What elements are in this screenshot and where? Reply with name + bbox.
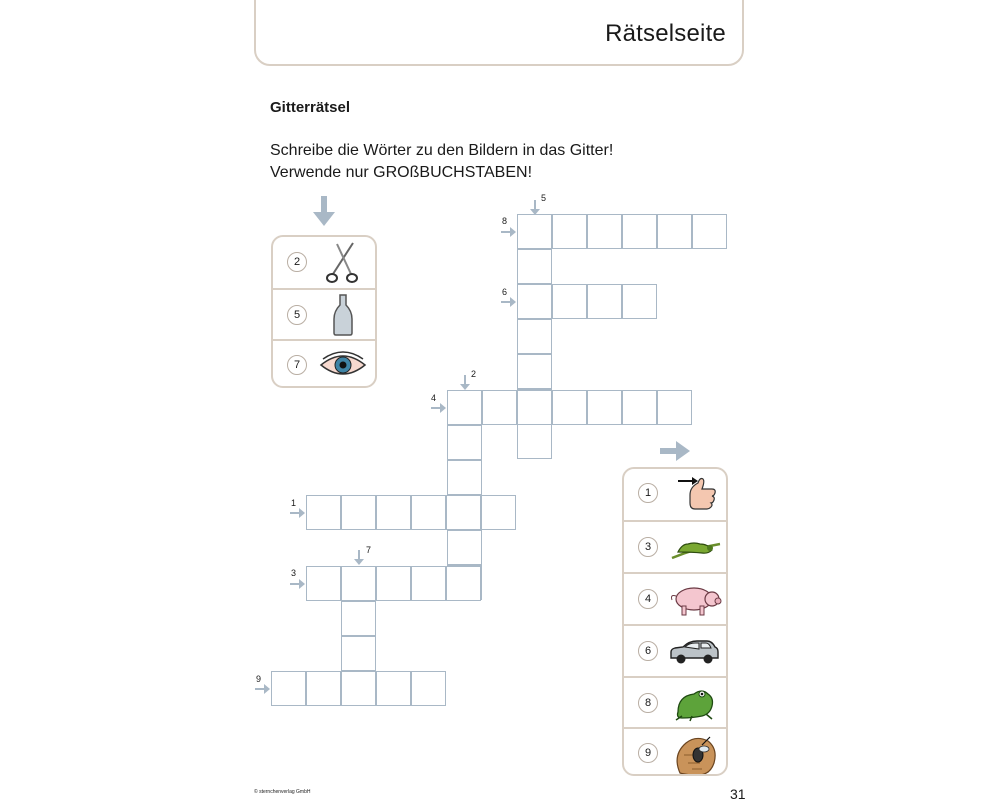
crossword-cell[interactable] [446,495,481,530]
clue-row-4 [624,572,726,624]
scissors-icon [323,240,363,284]
clue-row-3 [624,520,726,572]
crossword-cell[interactable] [481,495,516,530]
pig-icon [668,582,722,618]
crossword-cell[interactable] [447,390,482,425]
clue-row-8 [624,676,726,727]
crossword-cell[interactable] [587,284,622,319]
clue-circle: 1 [638,483,658,503]
arrow-right-icon [290,507,306,519]
clue-number-8: 8 [502,216,508,226]
big-arrow-down-icon [313,196,335,228]
frog-icon [672,686,718,722]
big-arrow-right-icon [660,441,692,461]
instruction-line-1: Schreibe die Wörter zu den Bildern in das Gitter! [270,142,614,159]
crossword-cell[interactable] [517,390,552,425]
down-clues-panel [271,235,377,388]
crossword-cell[interactable] [341,601,376,636]
car-icon [668,638,720,666]
crossword-cell[interactable] [306,671,341,706]
clue-row-2 [273,237,375,288]
across-clues-panel [622,467,728,776]
crossword-cell[interactable] [447,530,482,565]
arrow-right-icon [290,578,306,590]
crossword-cell[interactable] [517,319,552,354]
crossword-cell[interactable] [587,214,622,249]
clue-circle: 5 [287,305,307,325]
crossword-cell[interactable] [411,566,446,601]
clue-row-5 [273,288,375,339]
clue-number-7: 7 [366,545,372,555]
clue-number-5: 5 [541,193,547,203]
crossword-cell[interactable] [552,284,587,319]
arrow-right-icon [431,402,447,414]
crossword-cell[interactable] [517,249,552,284]
eye-icon [319,349,367,381]
crossword-cell[interactable] [341,636,376,671]
clue-row-9 [624,727,726,776]
clue-circle: 2 [287,252,307,272]
arrow-down-icon [353,550,365,566]
crossword-cell[interactable] [517,354,552,389]
crossword-cell[interactable] [306,566,341,601]
crossword-cell[interactable] [271,671,306,706]
crossword-cell[interactable] [552,390,587,425]
crossword-cell[interactable] [587,390,622,425]
clue-row-6 [624,624,726,676]
crossword-cell[interactable] [622,214,657,249]
clue-row-7 [273,339,375,388]
crossword-cell[interactable] [482,390,517,425]
crossword-cell[interactable] [411,495,446,530]
bee-icon [672,733,718,776]
crossword-cell[interactable] [376,566,411,601]
clue-circle: 6 [638,641,658,661]
thumbs-up-icon [674,473,720,517]
clue-row-1 [624,469,726,520]
crossword-cell[interactable] [447,460,482,495]
crossword-cell[interactable] [517,214,552,249]
crossword-cell[interactable] [622,284,657,319]
page-title: Rätselseite [605,20,726,47]
crossword-cell[interactable] [552,214,587,249]
arrow-down-icon [529,200,541,216]
crossword-cell[interactable] [657,214,692,249]
clue-number-6: 6 [502,287,508,297]
clue-number-1: 1 [291,498,297,508]
clue-circle: 4 [638,589,658,609]
crossword-cell[interactable] [306,495,341,530]
crossword-cell[interactable] [692,214,727,249]
crossword-cell[interactable] [446,566,481,601]
crossword-cell[interactable] [447,425,482,460]
crossword-cell[interactable] [517,424,552,459]
arrow-down-icon [459,375,471,391]
crossword-cell[interactable] [657,390,692,425]
crossword-cell[interactable] [341,495,376,530]
copyright-footer: © sternchenverlag GmbH [254,789,311,795]
crossword-cell[interactable] [622,390,657,425]
clue-circle: 8 [638,693,658,713]
crossword-cell[interactable] [341,671,376,706]
crossword-cell[interactable] [411,671,446,706]
instruction-line-2: Verwende nur GROßBUCHSTABEN! [270,164,533,181]
bottle-icon [331,293,355,337]
header-box [254,0,744,66]
crossword-cell[interactable] [376,671,411,706]
caterpillar-icon [670,532,722,564]
crossword-cell[interactable] [376,495,411,530]
crossword-cell[interactable] [517,284,552,319]
arrow-right-icon [501,296,517,308]
arrow-right-icon [255,683,271,695]
clue-circle: 3 [638,537,658,557]
clue-circle: 9 [638,743,658,763]
clue-number-2: 2 [471,369,477,379]
clue-number-3: 3 [291,568,297,578]
page-number: 31 [730,786,746,802]
arrow-right-icon [501,226,517,238]
clue-number-4: 4 [431,393,437,403]
clue-number-9: 9 [256,674,262,684]
section-title: Gitterrätsel [270,99,351,116]
clue-circle: 7 [287,355,307,375]
crossword-cell[interactable] [341,566,376,601]
